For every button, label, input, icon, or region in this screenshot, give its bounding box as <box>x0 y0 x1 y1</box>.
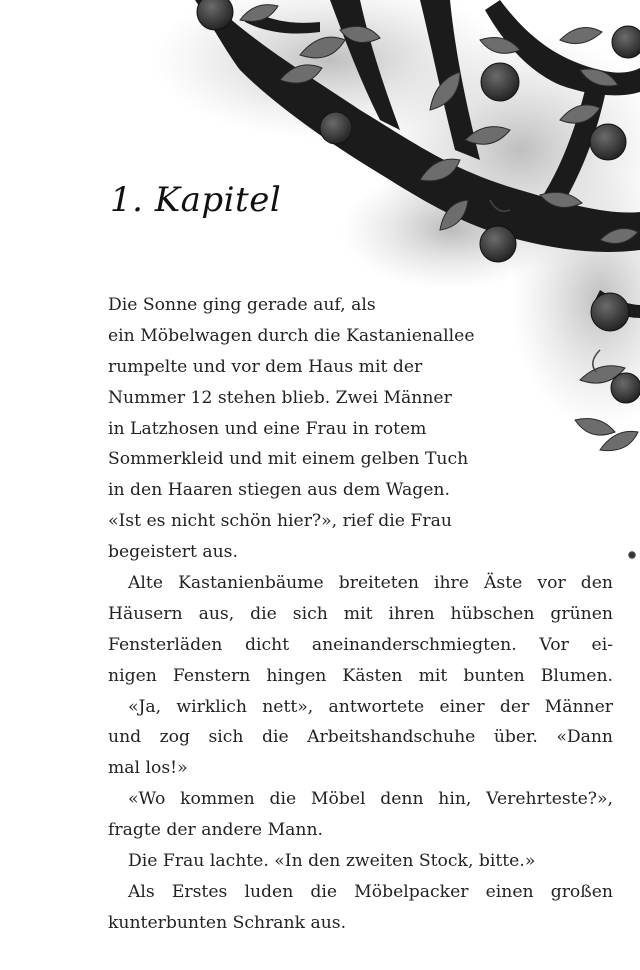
text-line: nigen Fenstern hingen Kästen mit bunten Blumen. <box>108 665 613 686</box>
text-line: Fensterläden dicht aneinanderschmiegten. Vor ei- <box>108 634 613 655</box>
text-line: «Ist es nicht schön hier?», rief die Frau <box>108 511 452 532</box>
text-line: begeistert aus. <box>108 542 238 563</box>
text-line: rumpelte und vor dem Haus mit der <box>108 356 423 377</box>
text-line: und zog sich die Arbeitshandschuhe über. «Dann <box>108 727 613 748</box>
text-line: Die Sonne ging gerade auf, als <box>108 295 376 315</box>
text-line: Häusern aus, die sich mit ihren hübschen grünen <box>108 603 613 624</box>
text-line: Nummer 12 stehen blieb. Zwei Männer <box>108 387 452 408</box>
text-line: mal los!» <box>108 758 188 779</box>
text-line: fragte der andere Mann. <box>108 820 324 841</box>
text-line: Alte Kastanienbäume breiteten ihre Äste vor den <box>128 573 613 594</box>
text-line: ein Möbelwagen durch die Kastanienallee <box>108 325 475 346</box>
text-line: Die Frau lachte. «In den zweiten Stock, bitte.» <box>128 851 536 872</box>
text-line: «Ja, wirklich nett», antwortete einer der Männer <box>128 696 613 717</box>
text-line: «Wo kommen die Möbel denn hin, Verehrteste?», <box>128 789 613 810</box>
text-line: kunterbunten Schrank aus. <box>108 912 347 933</box>
text-line: in den Haaren stiegen aus dem Wagen. <box>108 480 450 501</box>
text-line: in Latzhosen und eine Frau in rotem <box>108 418 427 439</box>
text-line: Sommerkleid und mit einem gelben Tuch <box>108 449 469 470</box>
text-line: Als Erstes luden die Möbelpacker einen großen <box>128 881 613 902</box>
chapter-text <box>108 290 613 939</box>
chapter-title: 1. Kapitel <box>110 180 282 220</box>
